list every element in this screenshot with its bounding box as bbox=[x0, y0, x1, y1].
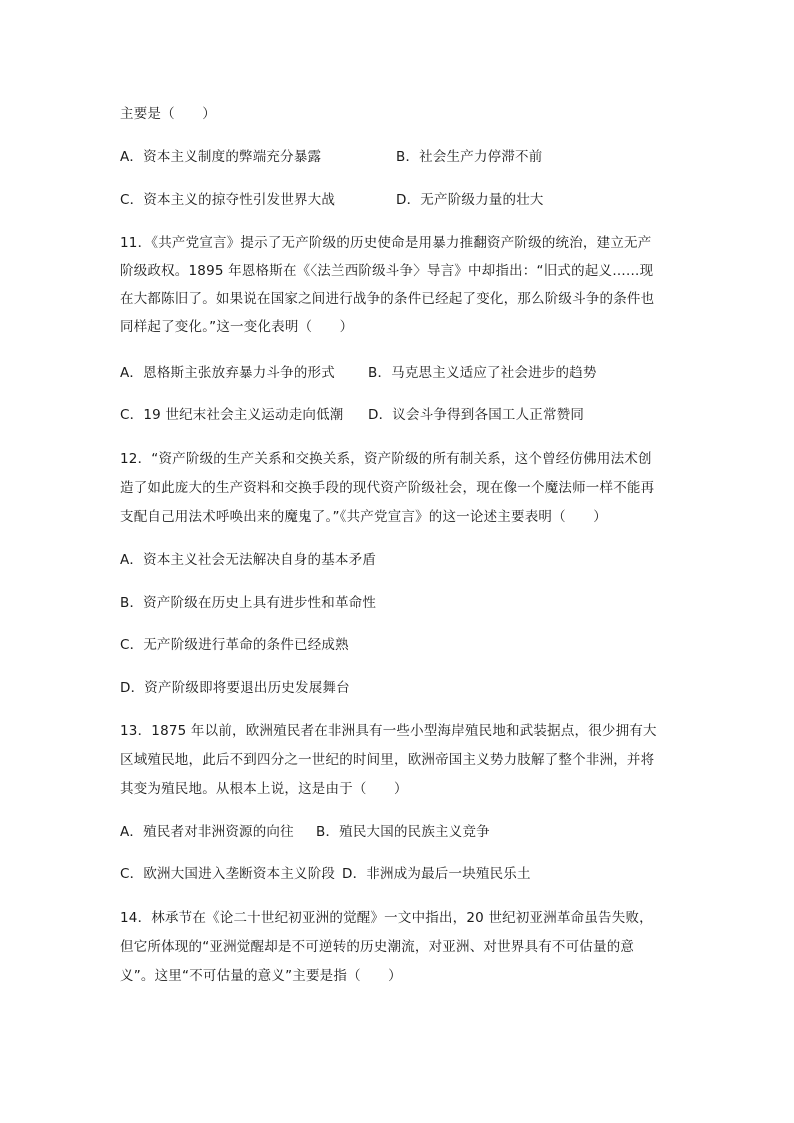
q11-stem-line-1: 11．《共产党宣言》提示了无产阶级的历史使命是用暴力推翻资产阶级的统治，建立无产 bbox=[120, 235, 652, 251]
q12-option-c: C．无产阶级进行革命的条件已经成熟 bbox=[120, 637, 349, 653]
q12-stem-line-3: 支配自己用法术呼唤出来的魔鬼了。”《共产党宣言》的这一论述主要表明（ ） bbox=[120, 509, 607, 525]
q13-option-a: A．殖民者对非洲资源的向往 bbox=[120, 824, 294, 840]
q11-stem-line-4: 同样起了变化。”这一变化表明（ ） bbox=[120, 319, 354, 335]
q14-stem-line-1: 14．林承节在《论二十世纪初亚洲的觉醒》一文中指出，20 世纪初亚洲革命虽告失败， bbox=[120, 910, 653, 926]
q11-option-a: A．恩格斯主张放弃暴力斗争的形式 bbox=[120, 365, 335, 381]
q11-stem-line-2: 阶级政权。1895 年恩格斯在《〈法兰西阶级斗争〉导言》中却指出：“旧式的起义……现 bbox=[120, 263, 654, 279]
q10-tail: 主要是（ ） bbox=[120, 106, 216, 122]
q14-stem-line-3: 义”。这里“不可估量的意义”主要是指（ ） bbox=[120, 968, 402, 984]
q13-option-b: B．殖民大国的民族主义竞争 bbox=[316, 824, 490, 840]
q10-option-a: A．资本主义制度的弊端充分暴露 bbox=[120, 149, 322, 165]
q11-option-c: C．19 世纪末社会主义运动走向低潮 bbox=[120, 407, 344, 423]
q13-stem-line-1: 13．1875 年以前，欧洲殖民者在非洲具有一些小型海岸殖民地和武装据点，很少拥有大 bbox=[120, 723, 657, 739]
q12-option-d: D．资产阶级即将要退出历史发展舞台 bbox=[120, 680, 350, 696]
q12-stem-line-1: 12．“资产阶级的生产关系和交换关系，资产阶级的所有制关系，这个曾经仿佛用法术创 bbox=[120, 451, 652, 467]
q12-stem-line-2: 造了如此庞大的生产资料和交换手段的现代资产阶级社会，现在像一个魔法师一样不能再 bbox=[120, 480, 655, 496]
q11-option-b: B．马克思主义适应了社会进步的趋势 bbox=[368, 365, 597, 381]
q13-option-c: C．欧洲大国进入垄断资本主义阶段 bbox=[120, 866, 336, 882]
q12-option-b: B．资产阶级在历史上具有进步性和革命性 bbox=[120, 595, 377, 611]
q10-option-b: B．社会生产力停滞不前 bbox=[396, 149, 543, 165]
q10-option-d: D．无产阶级力量的壮大 bbox=[396, 192, 544, 208]
q12-option-a: A．资本主义社会无法解决自身的基本矛盾 bbox=[120, 552, 377, 568]
q14-stem-line-2: 但它所体现的“亚洲觉醒却是不可逆转的历史潮流，对亚洲、对世界具有不可估量的意 bbox=[120, 939, 635, 955]
q10-option-c: C．资本主义的掠夺性引发世界大战 bbox=[120, 192, 336, 208]
q11-option-d: D．议会斗争得到各国工人正常赞同 bbox=[368, 407, 585, 423]
q13-stem-line-3: 其变为殖民地。从根本上说，这是由于（ ） bbox=[120, 781, 408, 797]
q13-stem-line-2: 区域殖民地，此后不到四分之一世纪的时间里，欧洲帝国主义势力肢解了整个非洲，并将 bbox=[120, 752, 655, 768]
q11-stem-line-3: 在大都陈旧了。如果说在国家之间进行战争的条件已经起了变化，那么阶级斗争的条件也 bbox=[120, 291, 655, 307]
q13-option-d: D．非洲成为最后一块殖民乐土 bbox=[342, 866, 531, 882]
